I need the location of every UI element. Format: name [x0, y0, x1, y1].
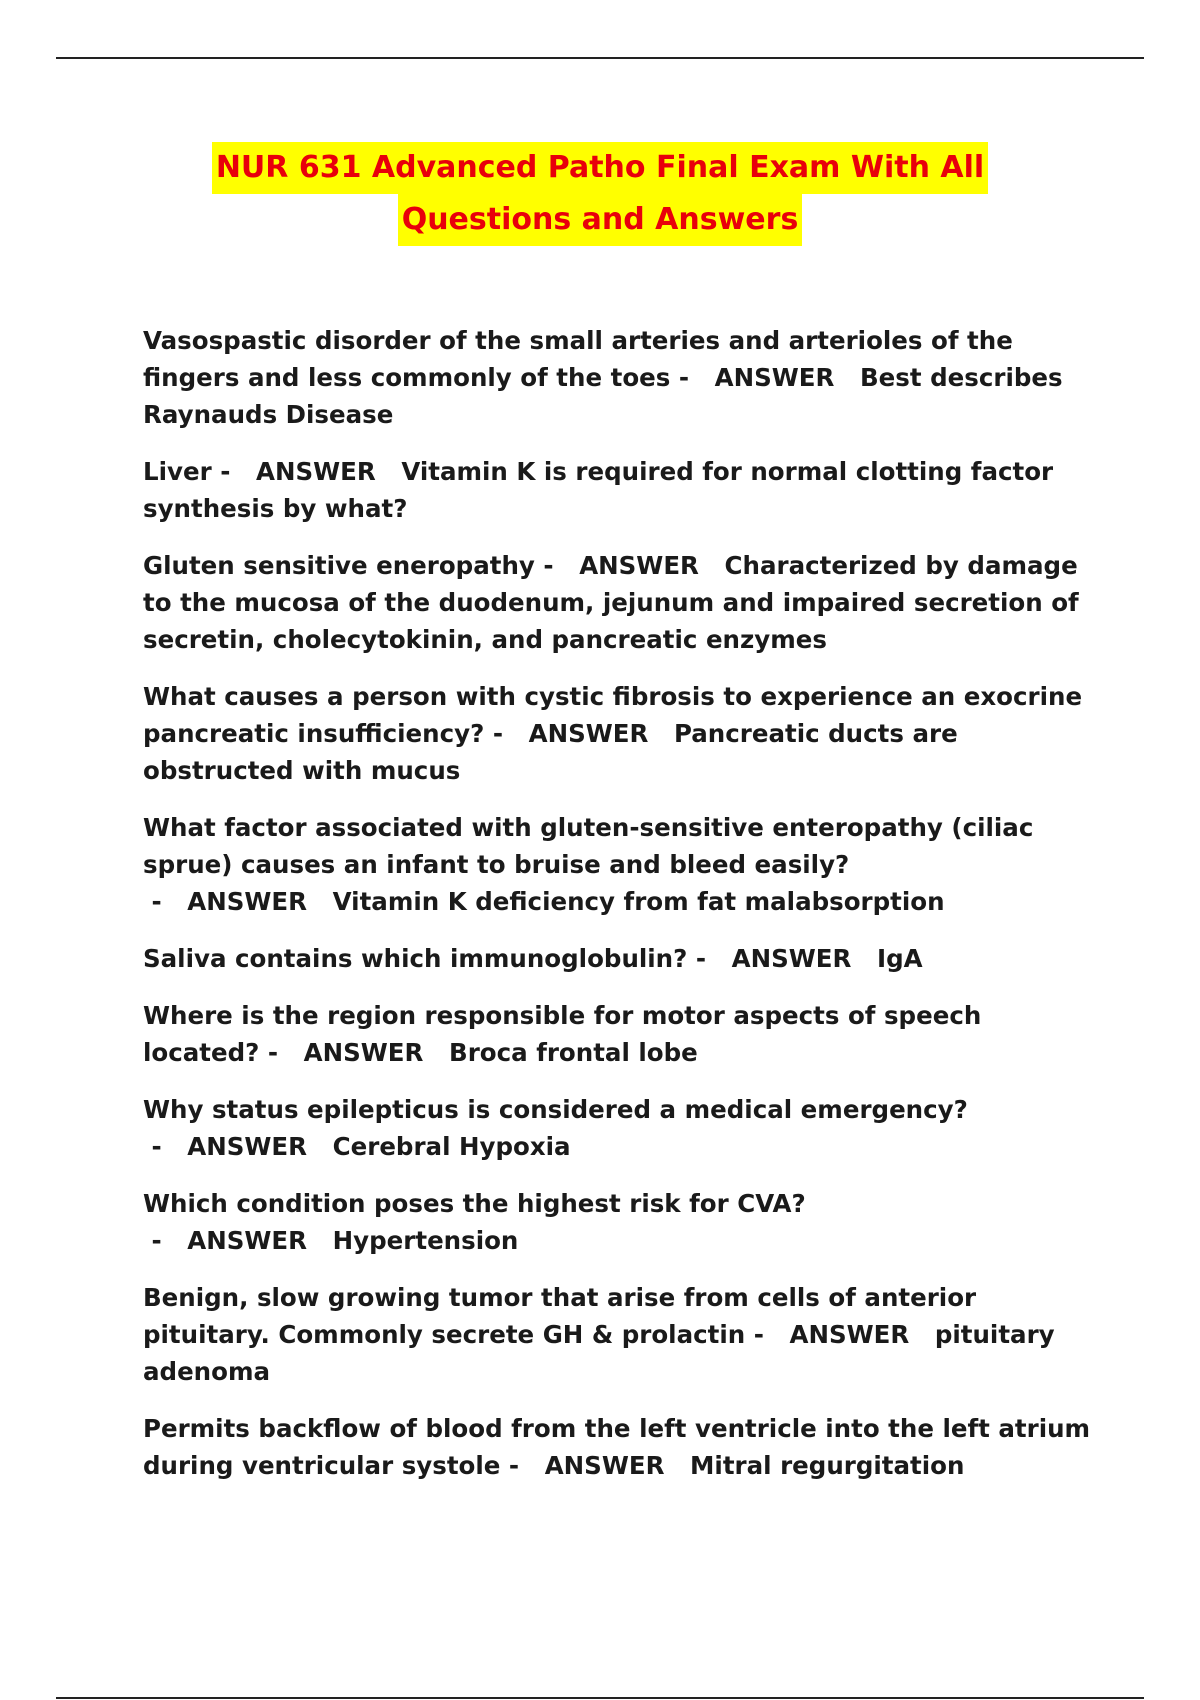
qa-answer: Best describes Raynauds Disease: [143, 363, 1063, 429]
qa-question: Permits backflow of blood from the left ventricle into the left atrium during ventricular systole: [143, 1414, 1091, 1480]
qa-question: What factor associated with gluten-sensitive enteropathy (ciliac sprue) causes an infant to bruise and bleed easily?: [143, 813, 1034, 879]
qa-question: Why status epilepticus is considered a medical emergency?: [143, 1095, 968, 1124]
qa-item: Saliva contains which immunoglobulin? - ANSWER IgA: [143, 944, 923, 973]
qa-question: Which condition poses the highest risk for CVA?: [143, 1189, 806, 1218]
qa-answer: Hypertension: [332, 1226, 519, 1255]
qa-answer: Cerebral Hypoxia: [332, 1132, 571, 1161]
answer-label: ANSWER: [789, 1320, 910, 1349]
qa-answer: IgA: [876, 944, 923, 973]
answer-label: ANSWER: [255, 457, 376, 486]
bottom-rule: [56, 1697, 1144, 1699]
qa-question: Benign, slow growing tumor that arise from cells of anterior pituitary. Commonly secrete GH & prolactin: [143, 1283, 977, 1349]
qa-answer: Pancreatic ducts are obstructed with mucus: [143, 719, 958, 785]
qa-list: [143, 322, 1103, 1504]
qa-question: What causes a person with cystic fibrosis to experience an exocrine pancreatic insufficiency?: [143, 682, 1083, 748]
qa-item: Gluten sensitive eneropathy - ANSWER Characterized by damage to the mucosa of the duodenum, jejunum and impaired secretion of secretin, cholecytokinin, and pancreatic enzymes: [143, 551, 1079, 654]
qa-item: Vasospastic disorder of the small arteries and arterioles of the fingers and less commonly of the toes - ANSWER Best describes Raynauds Disease: [143, 326, 1063, 429]
qa-item: Where is the region responsible for motor aspects of speech located? - ANSWER Broca frontal lobe: [143, 1001, 982, 1067]
qa-question: Saliva contains which immunoglobulin?: [143, 944, 688, 973]
qa-answer: Vitamin K is required for normal clotting factor synthesis by what?: [143, 457, 1054, 523]
qa-question: Where is the region responsible for motor aspects of speech located?: [143, 1001, 982, 1067]
qa-answer: Vitamin K deficiency from fat malabsorption: [332, 887, 945, 916]
qa-item: Liver - ANSWER Vitamin K is required for normal clotting factor synthesis by what?: [143, 457, 1054, 523]
qa-item: What factor associated with gluten-sensitive enteropathy (ciliac sprue) causes an infant to bruise and bleed easily? - ANSWER Vitamin K deficiency from fat malabsorption: [143, 813, 1034, 916]
qa-answer: Broca frontal lobe: [449, 1038, 698, 1067]
answer-label: ANSWER: [187, 1132, 308, 1161]
qa-question: Vasospastic disorder of the small arteries and arterioles of the fingers and less commonly of the toes: [143, 326, 1013, 392]
answer-label: ANSWER: [714, 363, 835, 392]
document-title: [0, 142, 1200, 246]
qa-item: What causes a person with cystic fibrosis to experience an exocrine pancreatic insufficiency? - ANSWER Pancreatic ducts are obstructed with mucus: [143, 682, 1083, 785]
answer-label: ANSWER: [303, 1038, 424, 1067]
qa-answer: Characterized by damage to the mucosa of the duodenum, jejunum and impaired secretion of secretin, cholecytokinin, and pancreatic enzymes: [143, 551, 1079, 654]
qa-item: Benign, slow growing tumor that arise from cells of anterior pituitary. Commonly secrete GH & prolactin - ANSWER pituitary adenoma: [143, 1283, 1055, 1386]
answer-label: ANSWER: [187, 887, 308, 916]
answer-label: ANSWER: [731, 944, 852, 973]
qa-item: Which condition poses the highest risk for CVA? - ANSWER Hypertension: [143, 1189, 806, 1255]
qa-question: Gluten sensitive eneropathy: [143, 551, 535, 580]
qa-answer: pituitary adenoma: [143, 1320, 1055, 1386]
answer-label: ANSWER: [544, 1451, 665, 1480]
title-line-2: Questions and Answers: [398, 194, 803, 246]
title-line-1: NUR 631 Advanced Patho Final Exam With All: [212, 142, 988, 194]
qa-answer: Mitral regurgitation: [690, 1451, 965, 1480]
answer-label: ANSWER: [187, 1226, 308, 1255]
top-rule: [56, 57, 1144, 59]
qa-item: Why status epilepticus is considered a medical emergency? - ANSWER Cerebral Hypoxia: [143, 1095, 968, 1161]
answer-label: ANSWER: [528, 719, 649, 748]
answer-label: ANSWER: [579, 551, 699, 580]
qa-question: Liver: [143, 457, 212, 486]
qa-item: Permits backflow of blood from the left ventricle into the left atrium during ventricular systole - ANSWER Mitral regurgitation: [143, 1414, 1091, 1480]
